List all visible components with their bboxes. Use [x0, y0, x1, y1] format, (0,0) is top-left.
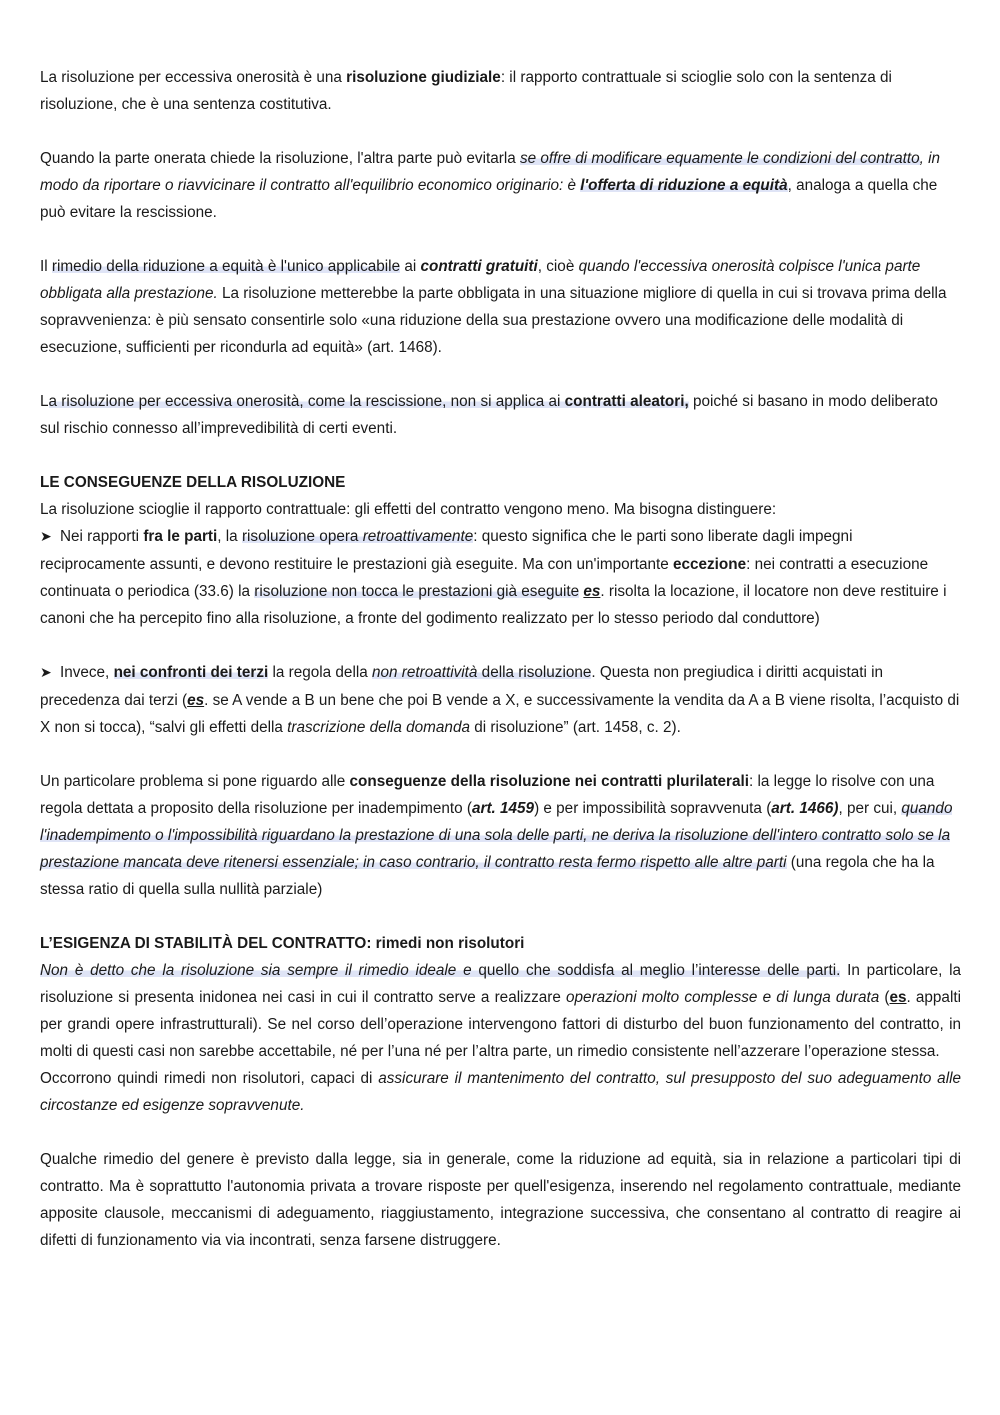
highlighted-text: risoluzione opera — [241, 528, 363, 545]
bullet-confronti-dei-terzi — [40, 659, 961, 741]
text: (una regola che ha la stessa ratio di quella sulla nullità parziale) — [40, 854, 935, 898]
text: . se A vende a B un bene che poi B vende a X, e successivamente la vendita da A a B viene risolta, l’acquisto di X non si tocca), “salvi gli effetti della — [40, 692, 960, 736]
bold-term: contratti aleatori, — [564, 393, 689, 410]
arrow-bullet-icon: ➤ — [40, 529, 52, 545]
bold-term: eccezione — [673, 556, 747, 573]
text: : la legge lo risolve con una regola dettata a proposito della risoluzione per inadempimento ( — [40, 773, 935, 817]
bold-term: risoluzione giudiziale — [346, 69, 501, 86]
text: ( — [879, 989, 890, 1006]
paragraph-rimedi-non-risolutori — [40, 1065, 961, 1119]
text: Occorrono quindi rimedi non risolutori, capaci di — [40, 1070, 379, 1087]
highlighted-text: a risoluzione per eccessiva onerosità, come la rescissione, non si applica ai — [48, 393, 565, 410]
text: Quando la parte onerata chiede la risoluzione, l'altra parte può evitarla — [40, 150, 520, 167]
text: ) e per impossibilità sopravvenuta ( — [534, 800, 772, 817]
highlighted-text: quello che soddisfa al meglio l’interesse delle parti. — [471, 962, 841, 979]
example-abbrev: es — [187, 692, 205, 709]
italic-text: assicurare il mantenimento del contratto, sul presupposto del suo adeguamento alle circostanze ed esigenze sopravvenute. — [40, 1070, 961, 1114]
paragraph-autonomia-privata: Qualche rimedio del genere è previsto dalla legge, sia in generale, come la riduzione ad equità, sia in relazione a particolari tipi di contratto. Ma è soprattutto l'autonomia privata a trovare risposte per quell'esigenza, inserendo nel regolamento contrattuale, mediante apposite clausole, meccanismi di adeguamento, riaggiustamento, integrazione successiva, che consentano al contratto di reagire ai difetti di funzionamento via via incontrati, senza farsene distruggere. — [40, 1151, 961, 1249]
text: La risoluzione per eccessiva onerosità è una — [40, 69, 347, 86]
text: : questo significa che le parti sono liberate dagli impegni reciprocamente assunti, e devono restituire le prestazioni già eseguite. Ma con un'importante — [40, 528, 853, 573]
bold-term: fra le parti — [143, 528, 218, 545]
section-heading-stabilita: L’ESIGENZA DI STABILITÀ DEL CONTRATTO: rimedi non risolutori — [40, 935, 525, 952]
text: . Questa non pregiudica i diritti acquistati in precedenza dai terzi ( — [40, 664, 884, 709]
section-intro: La risoluzione scioglie il rapporto contrattuale: gli effetti del contratto vengono meno. Ma bisogna distinguere: — [40, 501, 777, 518]
highlighted-italic-text: quando l'inadempimento o l'impossibilità riguardano la prestazione di una sola delle parti, ne deriva la risoluzione dell'intero contratto solo se la prestazione mancata deve ritenersi essenziale; in caso contrario, il contratto resta fermo rispetto alle altre parti — [40, 800, 953, 871]
text: L — [40, 393, 49, 410]
paragraph-contratti-plurilaterali — [40, 768, 961, 903]
bold-italic-term: contratti gratuiti — [420, 258, 538, 275]
bullet-rapporti-fra-le-parti — [40, 523, 961, 632]
italic-text: operazioni molto complesse e di lunga durata — [566, 989, 880, 1006]
text: , cioè — [537, 258, 579, 275]
text: di risoluzione” (art. 1458, c. 2). — [469, 719, 681, 736]
text: ai — [400, 258, 421, 275]
text: , la — [217, 528, 242, 545]
document-page — [40, 64, 961, 1281]
italic-text: , in modo da riportare o riavvicinare il contratto all'equilibrio economico originario: è — [40, 150, 941, 194]
text: Il — [40, 258, 52, 275]
text: Invece, — [55, 664, 114, 681]
article-reference: art. 1459 — [471, 800, 535, 817]
bold-term: conseguenze della risoluzione nei contratti plurilaterali — [349, 773, 750, 790]
highlighted-italic-text: se offre di modificare equamente le condizioni del contratto — [519, 150, 920, 167]
bold-term: nei confronti dei terzi — [113, 664, 269, 681]
text: , analoga a quella che può evitare la rescissione. — [40, 177, 938, 221]
highlighted-italic-text: Non è detto che la risoluzione sia sempre il rimedio ideale e — [40, 962, 472, 979]
text: la regola della — [268, 664, 372, 681]
paragraph-contratti-gratuiti — [40, 253, 961, 361]
text: . appalti per grandi opere infrastrutturali). Se nel corso dell’operazione intervengono fattori di disturbo del buon funzionamento del contratto, in molti di questi casi non sarebbe accettabile, né per l’una né per l’altra parte, un rimedio consistente nell’azzerare l’operazione stessa. — [40, 989, 961, 1060]
text: : nei contratti a esecuzione continuata o periodica (33.6) la — [40, 556, 929, 600]
arrow-bullet-icon: ➤ — [40, 665, 52, 681]
example-abbrev: es — [889, 989, 907, 1006]
highlighted-text: della risoluzione — [477, 664, 592, 681]
highlighted-text: rimedio della riduzione a equità è l'unico applicabile — [51, 258, 401, 275]
italic-text: trascrizione della domanda — [287, 719, 470, 736]
paragraph-rimedio-ideale — [40, 957, 961, 1065]
highlighted-italic-text: retroattivamente — [362, 528, 474, 545]
article-reference: art. 1466) — [771, 800, 839, 817]
paragraph-risoluzione-giudiziale — [40, 64, 961, 118]
text: Un particolare problema si pone riguardo alle — [40, 773, 350, 790]
text: In particolare, la risoluzione si presenta inidonea nei casi in cui il contratto serve a realizzare — [40, 962, 961, 1006]
highlighted-text: risoluzione non tocca le prestazioni già eseguite — [254, 583, 580, 600]
text: , per cui, — [838, 800, 902, 817]
text: poiché si basano in modo deliberato sul rischio connesso all’imprevedibilità di certi eventi. — [40, 393, 938, 437]
section-heading-conseguenze: LE CONSEGUENZE DELLA RISOLUZIONE — [40, 474, 346, 491]
example-abbrev: es — [583, 583, 601, 600]
text: . risolta la locazione, il locatore non deve restituire i canoni che ha percepito fino alla risoluzione, a fronte del godimento realizzato per lo stesso periodo dal conduttore) — [40, 583, 947, 627]
text: : il rapporto contrattuale si scioglie solo con la sentenza di risoluzione, che è una sentenza costitutiva. — [40, 69, 892, 113]
italic-text: quando l'eccessiva onerosità colpisce l'unica parte obbligata alla prestazione. — [40, 258, 921, 302]
text: Nei rapporti — [55, 528, 144, 545]
bold-italic-term: l'offerta di riduzione a equità — [580, 177, 788, 194]
paragraph-offerta-riduzione — [40, 145, 961, 226]
text: La risoluzione metterebbe la parte obbligata in una situazione migliore di quella in cui si trovava prima della sopravvenienza: è più sensato consentirle solo «una riduzione della sua prestazione ovvero una modificazione delle modalità di esecuzione, sufficienti per ricondurla ad equità» (art. 1468). — [40, 285, 947, 356]
highlighted-italic-text: non retroattività — [372, 664, 478, 681]
paragraph-contratti-aleatori — [40, 388, 961, 442]
